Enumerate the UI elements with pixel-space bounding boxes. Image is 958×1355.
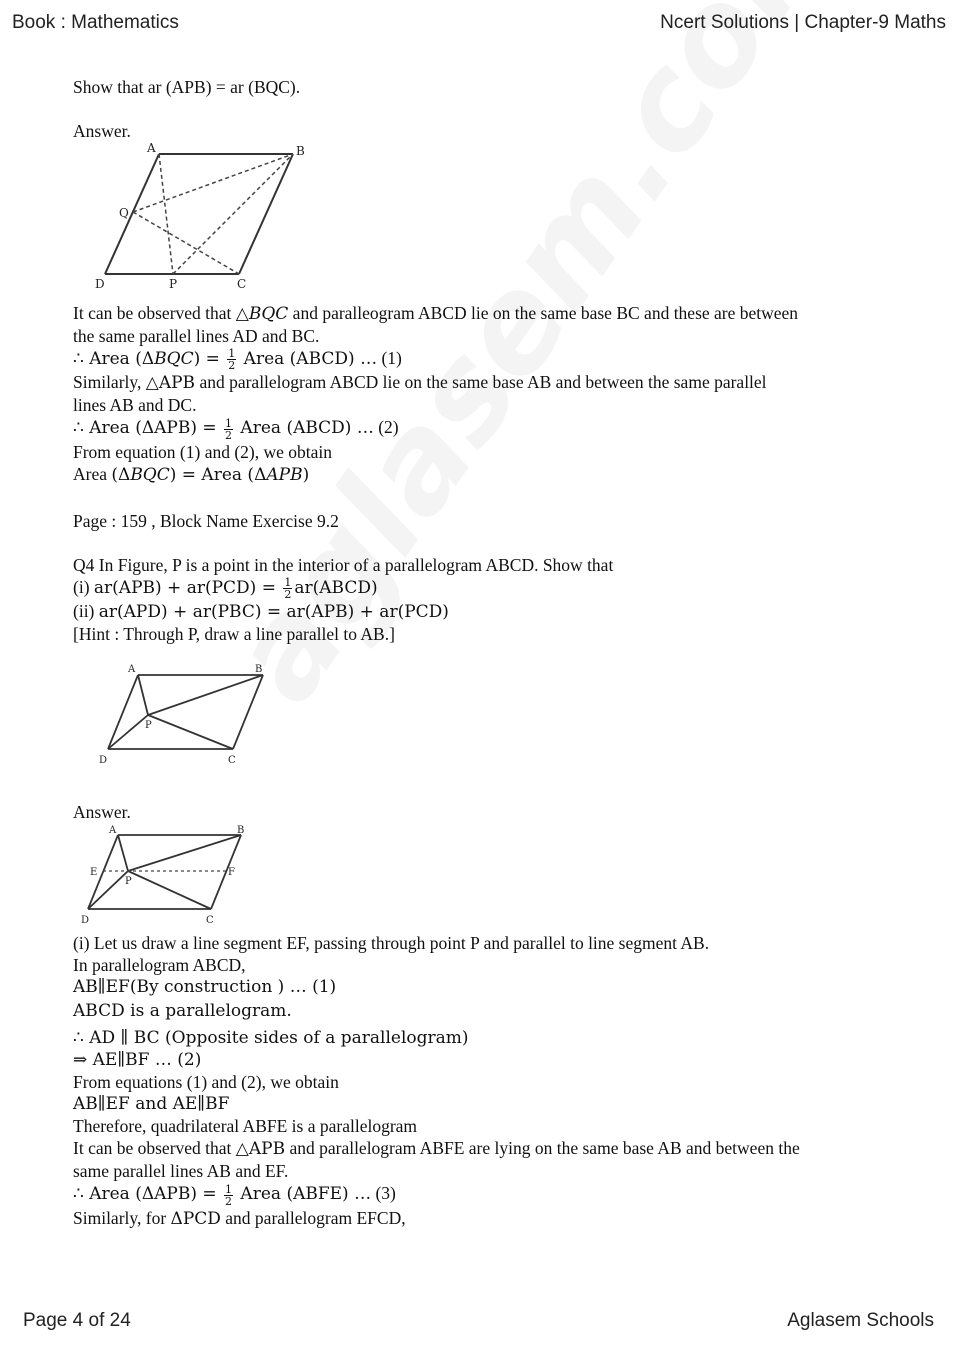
q3-equation-1: ∴ Area (ΔBQC) = $\frac{1}{2}$ Area (ABCD) … (1) bbox=[73, 347, 402, 373]
header-chapter-title: Ncert Solutions | Chapter-9 Maths bbox=[660, 12, 946, 33]
q4-hint: [Hint : Through P, draw a line parallel to AB.] bbox=[73, 624, 395, 645]
page-content bbox=[73, 76, 893, 1230]
q4-step-11: same parallel lines AB and EF. bbox=[73, 1161, 289, 1182]
q3-line-5: From equation (1) and (2), we obtain bbox=[73, 441, 333, 462]
fraction-half: $\frac{1}{2}$ bbox=[225, 1182, 233, 1208]
fig2-label-c: C bbox=[228, 755, 236, 767]
q3-line-4: lines AB and DC. bbox=[73, 395, 197, 416]
fraction-half: $\frac{1}{2}$ bbox=[228, 347, 236, 373]
header-book-title: Book : Mathematics bbox=[12, 12, 179, 33]
fig3-label-f: F bbox=[228, 867, 235, 879]
q3-line-6: Area (ΔBQC) = Area (ΔAPB) bbox=[73, 463, 310, 485]
q3-line-3: Similarly, △APB and parallelogram ABCD lie on the same base AB and between the same parallel bbox=[73, 372, 767, 394]
figure-parallelogram-with-point-p bbox=[93, 659, 313, 779]
q3-answer-label: Answer. bbox=[73, 121, 131, 141]
q4-step-12: Similarly, for ΔPCD and parallelogram EFCD, bbox=[73, 1207, 406, 1229]
fig1-label-p: P bbox=[169, 277, 178, 291]
q4-step-2: In parallelogram ABCD, bbox=[73, 955, 246, 976]
fig1-label-d: D bbox=[95, 277, 105, 291]
fig3-label-d: D bbox=[81, 915, 90, 927]
q4-step-10: It can be observed that △APB and parallelogram ABFE are lying on the same base AB and between the bbox=[73, 1138, 800, 1160]
q4-step-8: AB∥EF and AE∥BF bbox=[73, 1094, 230, 1115]
fig2-label-a: A bbox=[128, 664, 136, 676]
fig1-label-a: A bbox=[147, 142, 156, 155]
fig1-label-c: C bbox=[237, 277, 247, 291]
q4-step-6: ⇒ AE∥BF … (2) bbox=[73, 1050, 202, 1071]
q3-line-2: the same parallel lines AD and BC. bbox=[73, 326, 320, 346]
q4-step-1: (i) Let us draw a line segment EF, passing through point P and parallel to line segment AB. bbox=[73, 933, 710, 954]
figure-parallelogram-abcd-q bbox=[73, 142, 333, 292]
fraction-half: $\frac{1}{2}$ bbox=[225, 416, 233, 442]
fig3-label-a: A bbox=[109, 825, 117, 837]
q3-line-1: It can be observed that △BQC and paralleogram ABCD lie on the same base BC and these are between bbox=[73, 303, 799, 324]
q4-step-7: From equations (1) and (2), we obtain bbox=[73, 1072, 339, 1093]
fig2-label-b: B bbox=[255, 664, 263, 676]
q4-part-i: (i) ar(APB) + ar(PCD) = $\frac{1}{2}$ ar(ABCD) bbox=[73, 576, 378, 602]
fig2-label-d: D bbox=[99, 755, 108, 767]
q4-intro: Q4 In Figure, P is a point in the interior of a parallelogram ABCD. Show that bbox=[73, 554, 614, 575]
figure-parallelogram-with-ef bbox=[73, 823, 273, 928]
q3-equation-2: ∴ Area (ΔAPB) = $\frac{1}{2}$ Area (ABCD) … (2) bbox=[73, 416, 399, 442]
fig3-label-c: C bbox=[206, 915, 214, 927]
q4-answer-label: Answer. bbox=[73, 802, 131, 823]
fig1-label-b: B bbox=[296, 144, 305, 158]
q4-step-3: AB∥EF(By construction ) … (1) bbox=[73, 977, 337, 998]
footer-publisher: Aglasem Schools bbox=[787, 1310, 934, 1331]
q4-step-5: ∴ AD ∥ BC (Opposite sides of a parallelogram) bbox=[73, 1028, 469, 1049]
q4-part-ii: (ii) ar(APD) + ar(PBC) = ar(APB) + ar(PCD) bbox=[73, 601, 449, 623]
q4-step-9: Therefore, quadrilateral ABFE is a parallelogram bbox=[73, 1116, 418, 1137]
q4-step-4: ABCD is a parallelogram. bbox=[73, 1001, 292, 1022]
footer-page-number: Page 4 of 24 bbox=[23, 1310, 131, 1331]
page-reference: Page : 159 , Block Name Exercise 9.2 bbox=[73, 510, 339, 531]
fig3-label-p: P bbox=[125, 876, 132, 888]
q3-prompt: Show that ar (APB) = ar (BQC). bbox=[73, 77, 301, 97]
q4-equation-3: ∴ Area (ΔAPB) = $\frac{1}{2}$ Area (ABFE) … (3) bbox=[73, 1182, 396, 1208]
fig3-label-e: E bbox=[90, 867, 98, 879]
fraction-half: $\frac{1}{2}$ bbox=[284, 576, 292, 602]
fig3-label-b: B bbox=[237, 825, 245, 837]
fig2-label-p: P bbox=[145, 720, 152, 732]
fig1-label-q: Q bbox=[119, 206, 129, 220]
